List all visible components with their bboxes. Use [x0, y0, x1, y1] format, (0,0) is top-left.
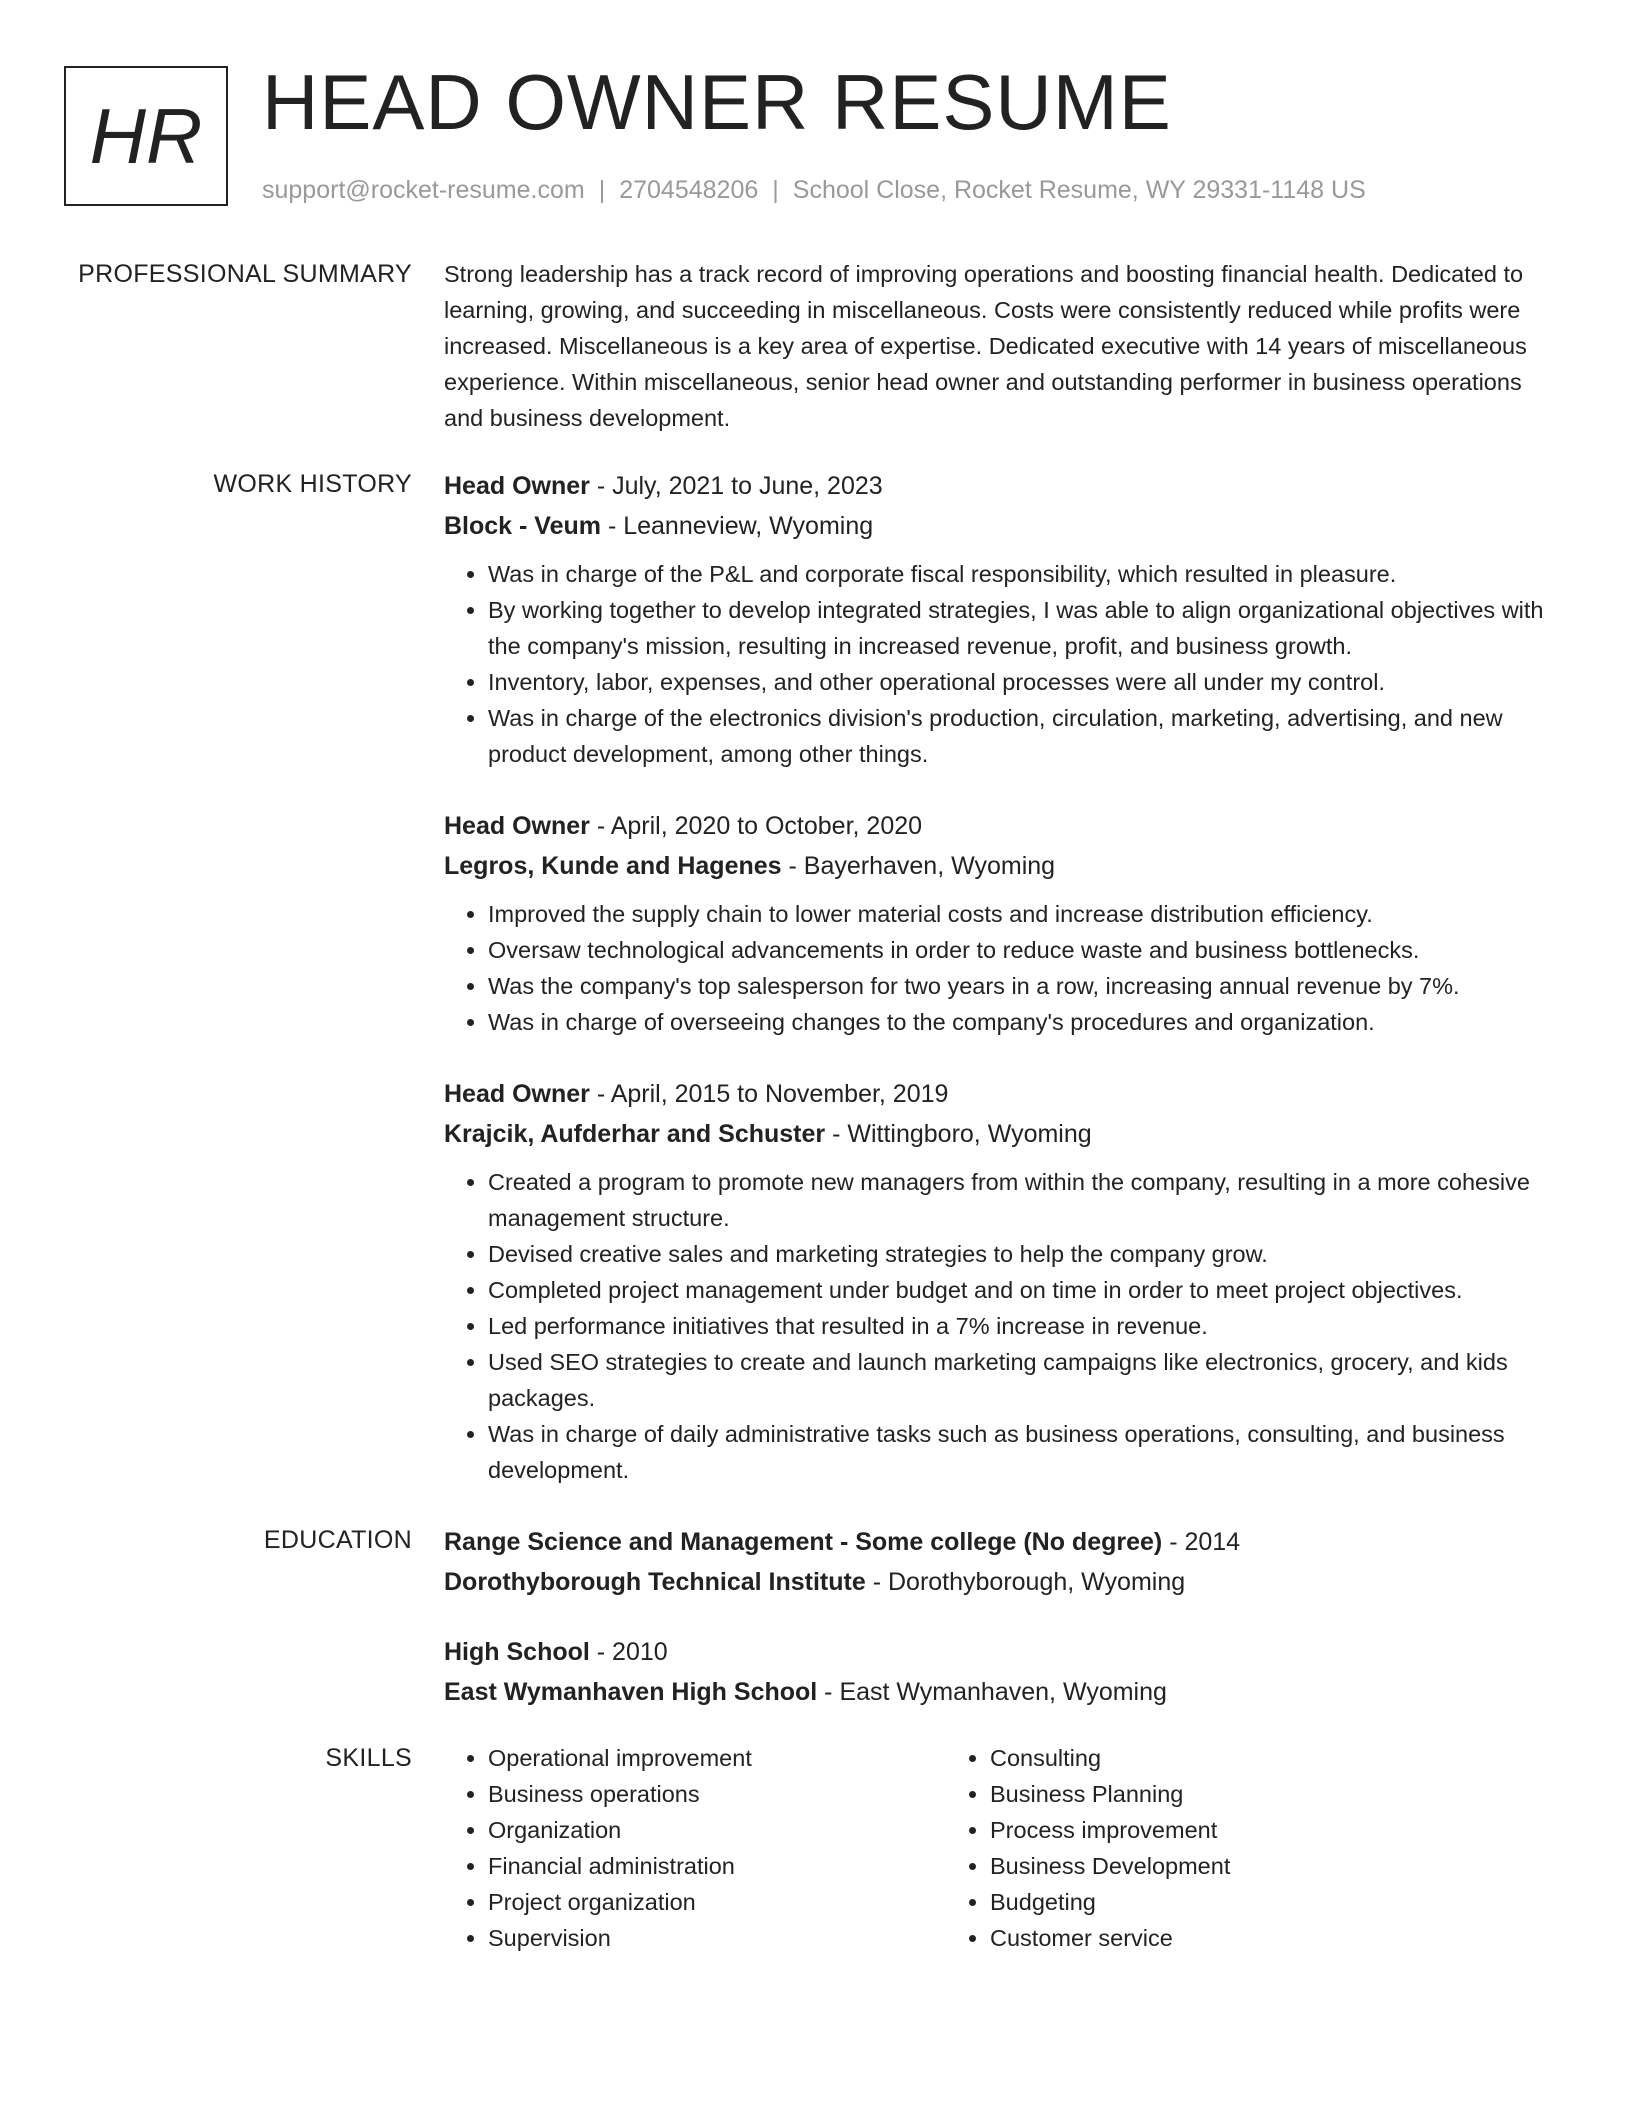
education-degree: Range Science and Management - Some college (No degree): [444, 1528, 1163, 1556]
job-entry: [444, 806, 1560, 1040]
job-bullet: • Devised creative sales and marketing strategies to help the company grow.: [488, 1236, 1560, 1272]
education-location: - Dorothyborough, Wyoming: [865, 1568, 1186, 1596]
job-company: Block - Veum: [444, 512, 601, 540]
job-title: Head Owner: [444, 812, 590, 840]
skills-columns: [444, 1740, 1560, 1956]
job-title-line: [444, 466, 1560, 506]
education-school: Dorothyborough Technical Institute: [444, 1568, 866, 1596]
job-title: Head Owner: [444, 472, 590, 500]
job-bullets: [444, 556, 1560, 772]
job-bullet: • Used SEO strategies to create and launch marketing campaigns like electronics, grocery, and kids packages.: [488, 1344, 1560, 1416]
skill-item: • Budgeting: [990, 1884, 1506, 1920]
contact-address: School Close, Rocket Resume, WY 29331-1148 US: [792, 176, 1366, 204]
education-degree-line: [444, 1522, 1560, 1562]
section-label-skills: SKILLS: [325, 1744, 412, 1772]
skill-item: • Operational improvement: [488, 1740, 946, 1776]
skill-item: • Business operations: [488, 1776, 946, 1812]
section-label-education: EDUCATION: [263, 1526, 412, 1554]
skill-item: • Business Development: [990, 1848, 1506, 1884]
job-company-line: [444, 1114, 1560, 1154]
skill-item: • Financial administration: [488, 1848, 946, 1884]
job-company: Krajcik, Aufderhar and Schuster: [444, 1120, 826, 1148]
education-location: - East Wymanhaven, Wyoming: [817, 1678, 1167, 1706]
contact-email: support@rocket-resume.com: [262, 176, 585, 204]
skills-list-left: [444, 1740, 946, 1956]
education-school-line: [444, 1562, 1560, 1602]
job-title: Head Owner: [444, 1080, 590, 1108]
education-degree: High School: [444, 1638, 590, 1666]
job-bullet: • Led performance initiatives that resulted in a 7% increase in revenue.: [488, 1308, 1560, 1344]
skill-item: • Consulting: [990, 1740, 1506, 1776]
page-title: HEAD OWNER RESUME: [262, 58, 1172, 146]
job-dates: - July, 2021 to June, 2023: [589, 472, 883, 500]
section-label-work-history: WORK HISTORY: [213, 470, 412, 498]
job-bullet: • Completed project management under budget and on time in order to meet project objectives.: [488, 1272, 1560, 1308]
job-title-line: [444, 1074, 1560, 1114]
job-entry: [444, 466, 1560, 772]
job-dates: - April, 2020 to October, 2020: [589, 812, 923, 840]
job-bullet: • Improved the supply chain to lower material costs and increase distribution efficiency.: [488, 896, 1560, 932]
job-location: - Leanneview, Wyoming: [601, 512, 874, 540]
job-bullet: • Was the company's top salesperson for two years in a row, increasing annual revenue by 7%.: [488, 968, 1560, 1004]
education-year: - 2014: [1162, 1528, 1241, 1556]
skill-item: • Process improvement: [990, 1812, 1506, 1848]
education-content: [444, 1522, 1560, 1742]
job-bullet: • Created a program to promote new managers from within the company, resulting in a more cohesive management structure.: [488, 1164, 1560, 1236]
job-company-line: [444, 846, 1560, 886]
job-dates: - April, 2015 to November, 2019: [589, 1080, 949, 1108]
skills-list-right: [946, 1740, 1506, 1956]
skill-item: • Supervision: [488, 1920, 946, 1956]
job-company: Legros, Kunde and Hagenes: [444, 852, 782, 880]
job-location: - Wittingboro, Wyoming: [825, 1120, 1092, 1148]
work-history-content: [444, 466, 1560, 1522]
section-label-summary: PROFESSIONAL SUMMARY: [78, 260, 412, 288]
education-year: - 2010: [589, 1638, 668, 1666]
job-bullet: • Was in charge of overseeing changes to the company's procedures and organization.: [488, 1004, 1560, 1040]
skill-item: • Project organization: [488, 1884, 946, 1920]
summary-content: [444, 256, 1560, 436]
education-school-line: [444, 1672, 1560, 1712]
skill-item: • Business Planning: [990, 1776, 1506, 1812]
monogram-logo: HR: [64, 66, 228, 206]
job-bullets: [444, 896, 1560, 1040]
job-company-line: [444, 506, 1560, 546]
job-entry: [444, 1074, 1560, 1488]
job-bullet: • Was in charge of daily administrative tasks such as business operations, consulting, and business development.: [488, 1416, 1560, 1488]
contact-phone: 2704548206: [619, 176, 759, 204]
job-location: - Bayerhaven, Wyoming: [781, 852, 1056, 880]
contact-line: [262, 172, 1366, 208]
education-entry: [444, 1522, 1560, 1602]
skills-content: [444, 1740, 1560, 1956]
skill-item: • Customer service: [990, 1920, 1506, 1956]
job-bullet: • Oversaw technological advancements in order to reduce waste and business bottlenecks.: [488, 932, 1560, 968]
contact-separator: |: [598, 176, 606, 204]
summary-text: Strong leadership has a track record of improving operations and boosting financial health. Dedicated to learning, growing, and succeeding in miscellaneous. Costs were consistently reduced while profits were increased. Miscellaneous is a key area of expertise. Dedicated executive with 14 years of miscellaneous experience. Within miscellaneous, senior head owner and outstanding performer in business operations and business development.: [444, 261, 1527, 431]
education-entry: [444, 1632, 1560, 1712]
job-bullet: • By working together to develop integrated strategies, I was able to align organizational objectives with the company's mission, resulting in increased revenue, profit, and business growth.: [488, 592, 1560, 664]
job-bullet: • Was in charge of the P&L and corporate fiscal responsibility, which resulted in pleasure.: [488, 556, 1560, 592]
skill-item: • Organization: [488, 1812, 946, 1848]
education-school: East Wymanhaven High School: [444, 1678, 818, 1706]
contact-separator: |: [772, 176, 779, 204]
education-degree-line: [444, 1632, 1560, 1672]
job-title-line: [444, 806, 1560, 846]
job-bullet: • Inventory, labor, expenses, and other operational processes were all under my control.: [488, 664, 1560, 700]
job-bullets: [444, 1164, 1560, 1488]
job-bullet: • Was in charge of the electronics division's production, circulation, marketing, advertising, and new product development, among other things.: [488, 700, 1560, 772]
